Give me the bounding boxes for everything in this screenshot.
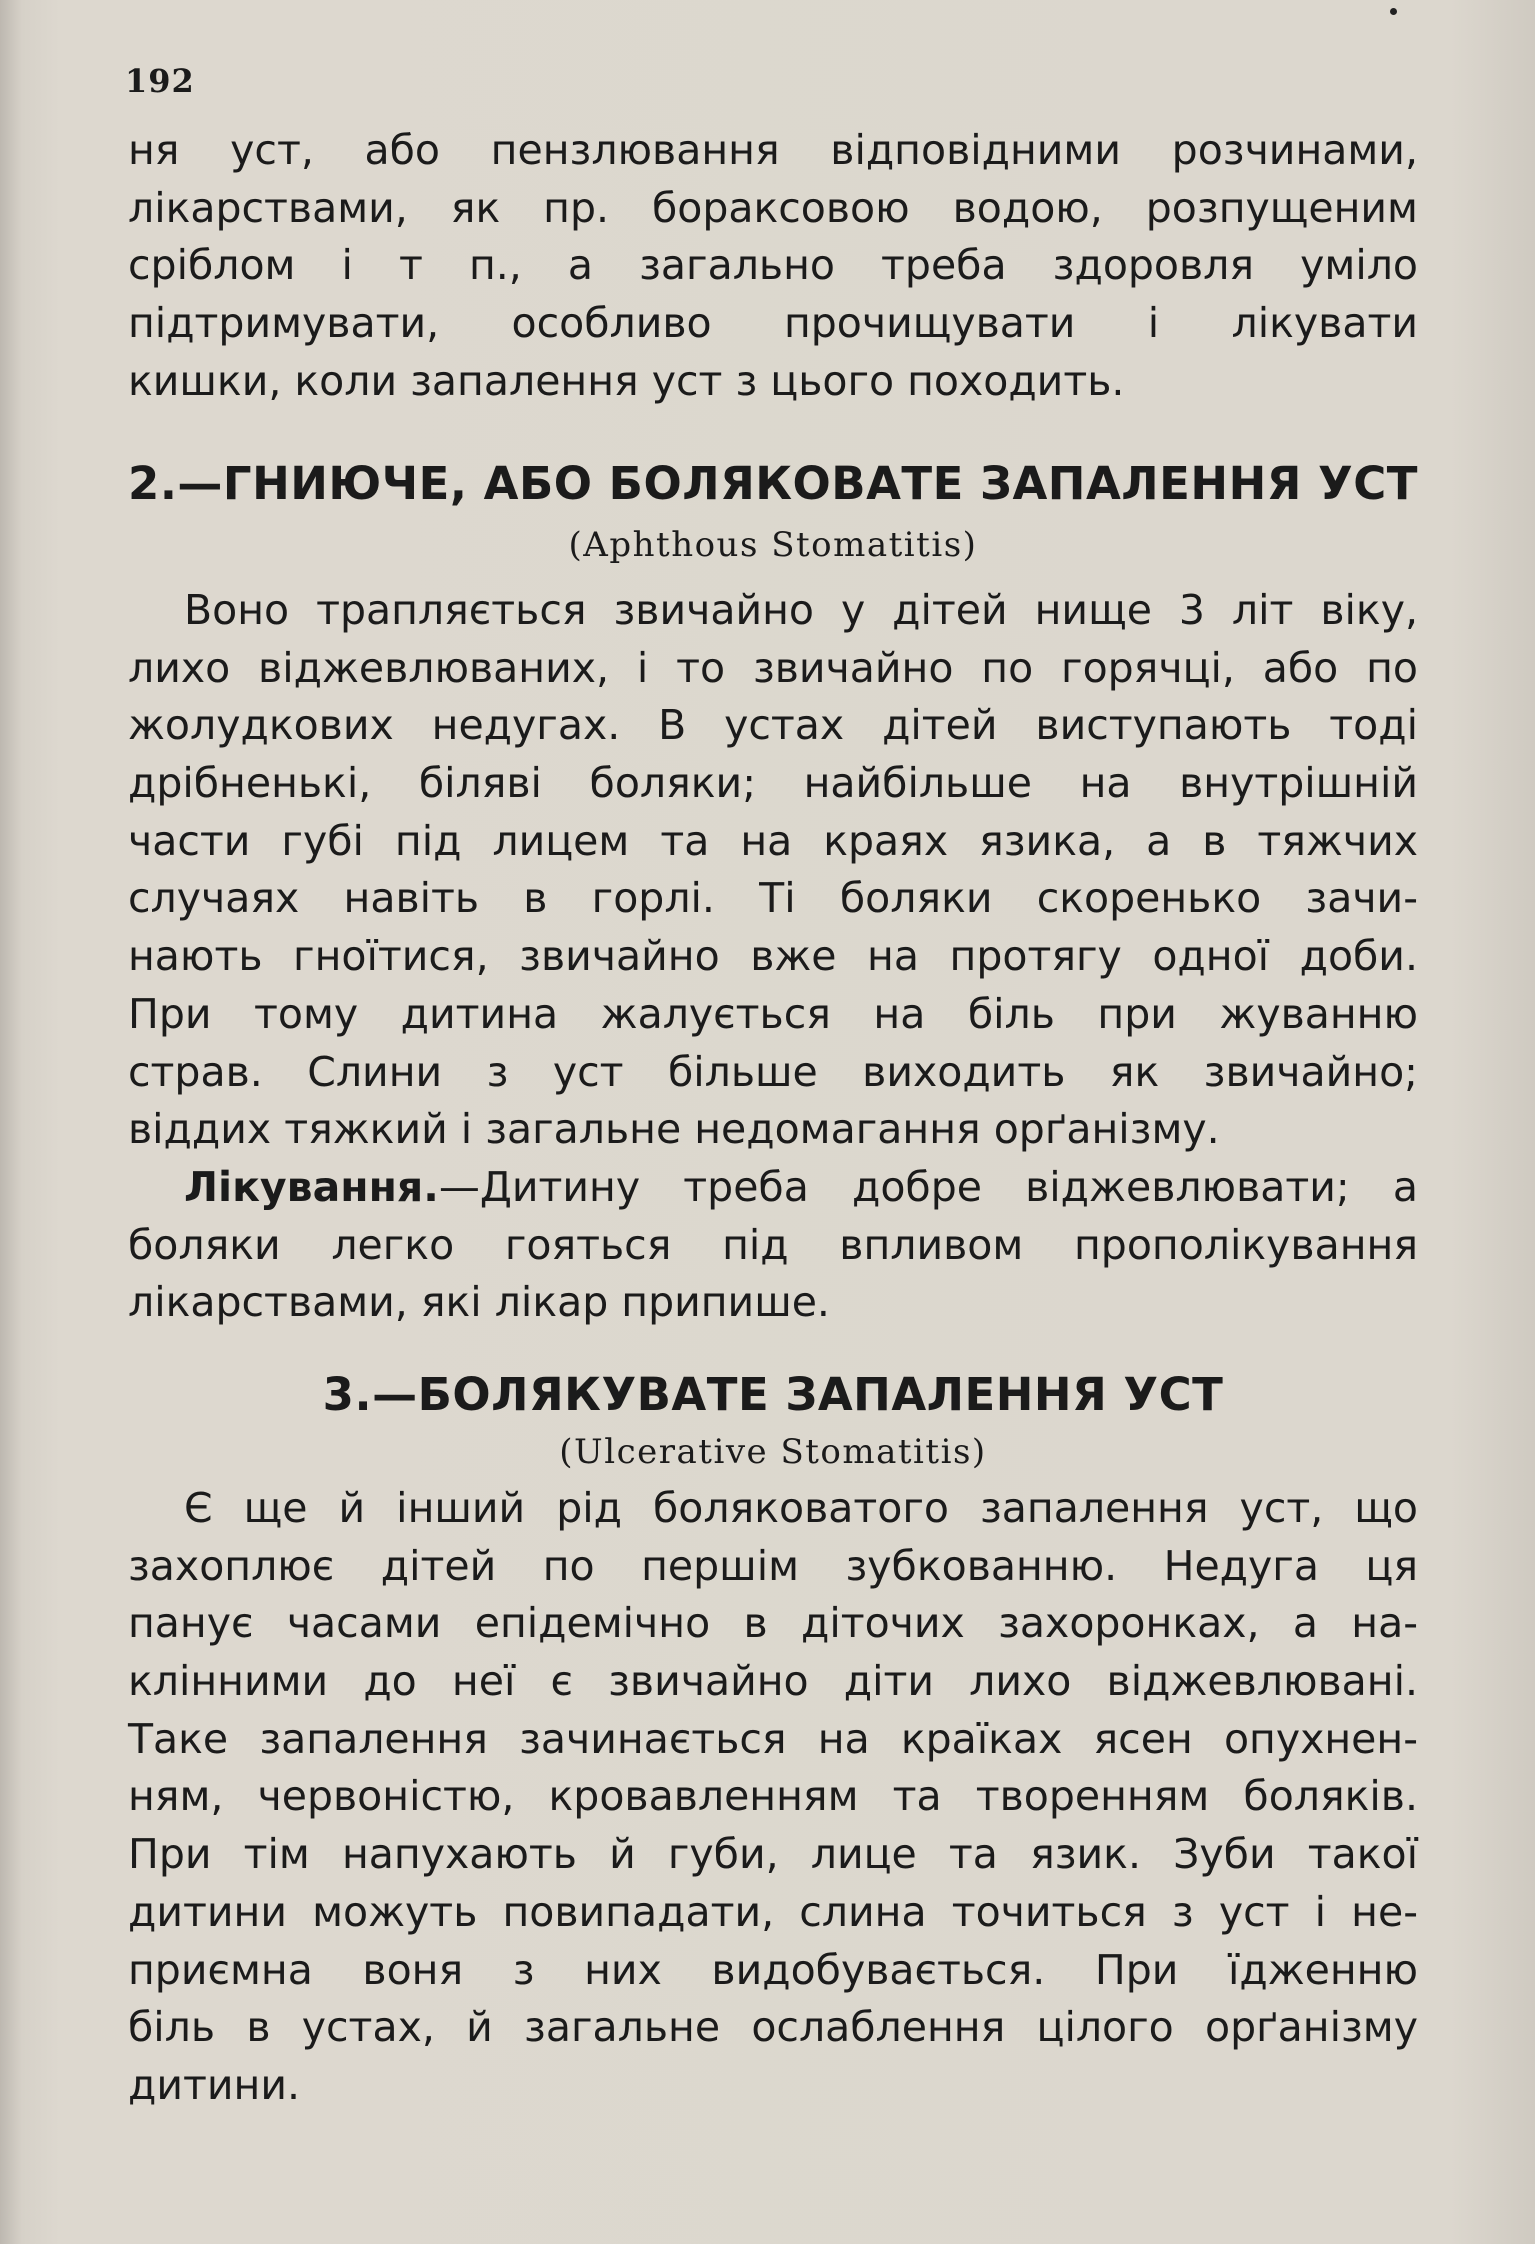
text-line: захоплює дітей по першім зубкованню. Недуга ця [128,1541,1418,1590]
ink-speck [1390,8,1397,15]
text-line: части губі під лицем та на краях язика, а в тяжчих [128,816,1418,865]
section-3-latin-title: (Ulcerative Stomatitis) [559,1432,987,1472]
text-line: боляки легко гояться під впливом прополікування [128,1220,1418,1269]
text-line: сріблом і т п., а загально треба здоровля уміло [128,241,1418,290]
text-line: клінними до неї є звичайно діти лихо віджевлювані. [128,1657,1418,1706]
text-line: нають гноїтися, звичайно вже на протягу одної доби. [128,932,1418,981]
text-line: панує часами епідемічно в діточих захоронках, а на- [128,1599,1418,1648]
text-line: случаях навіть в горлі. Ті боляки скоренько зачи- [128,874,1418,923]
text-line: лікарствами, як пр. бораксовою водою, розпущеним [128,183,1418,232]
page-number: 192 [125,62,195,100]
text-line: Воно трапляється звичайно у дітей нище 3 літ віку, [184,586,1418,634]
text-line: кишки, коли запалення уст з цього походить. [128,356,1125,405]
text-line: підтримувати, особливо прочищувати і лікувати [128,299,1418,348]
text-line: Таке запалення зачинається на країках ясен опухнен- [128,1714,1418,1763]
intro-paragraph [128,122,1418,410]
section-2-paragraph [128,582,1418,1159]
section-3-paragraph [128,1480,1418,2115]
text-line: приємна воня з них видобувається. При їдженню [128,1945,1418,1994]
section-2-latin-title: (Aphthous Stomatitis) [568,525,978,565]
text-line [128,1159,1418,1217]
text-line: ня уст, або пензлювання відповідними розчинами, [128,126,1418,174]
text-line: Є ще й інший рід боляковатого запалення уст, що [184,1484,1418,1532]
text-line: При тім напухають й губи, лице та язик. Зуби такої [128,1830,1418,1879]
text-line: віддих тяжкий і загальне недомагання орґанізму. [128,1105,1220,1154]
text-line: лихо віджевлюваних, і то звичайно по горячці, або по [128,643,1418,692]
text-line: дрібненькі, біляві боляки; найбільше на внутрішній [128,759,1418,808]
text-line: дитини. [128,2060,301,2109]
text-line: біль в устах, й загальне ослаблення цілого орґанізму [128,2003,1418,2052]
text-line: дитини можуть повипадати, слина точиться з уст і не- [128,1887,1418,1936]
text-line: лікарствами, які лікар припише. [128,1278,830,1327]
text-line: ням, червоністю, кровавленням та творенням боляків. [128,1772,1418,1821]
text-line: При тому дитина жалується на біль при жуванню [128,989,1418,1038]
treatment-text: —Дитину треба добре віджевлювати; а [438,1163,1418,1211]
treatment-label: Лікування. [184,1163,439,1211]
section-2-heading: 2.—ГНИЮЧЕ, АБО БОЛЯКОВАТЕ ЗАПАЛЕННЯ УСТ [128,457,1418,510]
text-line: страв. Слини з уст більше виходить як звичайно; [128,1047,1418,1096]
section-3-heading: 3.—БОЛЯКУВАТЕ ЗАПАЛЕННЯ УСТ [322,1368,1224,1421]
treatment-paragraph [128,1159,1418,1332]
text-line: жолудкових недугах. В устах дітей виступають тоді [128,701,1418,750]
